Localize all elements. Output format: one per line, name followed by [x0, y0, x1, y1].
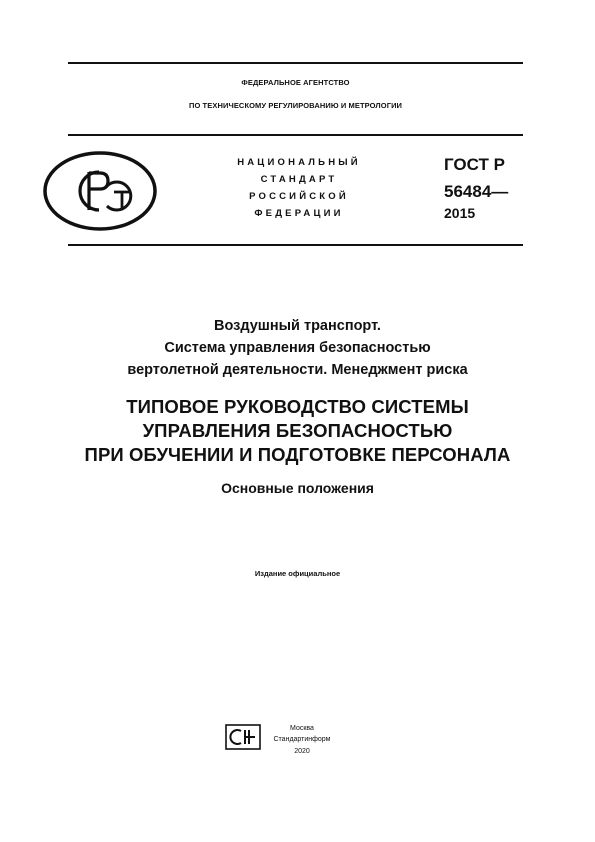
subject-line-1: Воздушный транспорт. — [214, 318, 381, 334]
standartinform-logo-icon — [225, 724, 261, 750]
publisher-city: Москва — [290, 725, 314, 732]
subject-line-3: вертолетной деятельности. Менеджмент риска — [127, 362, 468, 378]
main-title-line-2: УПРАВЛЕНИЯ БЕЗОПАСНОСТЬЮ — [142, 420, 453, 441]
main-title-line-1: ТИПОВОЕ РУКОВОДСТВО СИСТЕМЫ — [126, 396, 469, 417]
rst-emblem-icon — [42, 150, 158, 232]
header-rule — [68, 134, 523, 136]
document-subtitle: Основные положения — [221, 480, 374, 496]
gost-label: ГОСТ Р — [444, 155, 505, 174]
edition-label: Издание официальное — [254, 569, 341, 578]
national-standard-line-4: ФЕДЕРАЦИИ — [254, 208, 344, 219]
top-rule — [68, 62, 523, 64]
main-title-line-3: ПРИ ОБУЧЕНИИ И ПОДГОТОВКЕ ПЕРСОНАЛА — [84, 444, 511, 465]
national-standard-line-2: СТАНДАРТ — [260, 174, 338, 185]
agency-line-2: ПО ТЕХНИЧЕСКОМУ РЕГУЛИРОВАНИЮ И МЕТРОЛОГИИ — [188, 101, 403, 110]
national-standard-line-3: РОССИЙСКОЙ — [249, 191, 349, 202]
national-standard-line-1: НАЦИОНАЛЬНЫЙ — [237, 157, 361, 168]
subject-line-2: Система управления безопасностью — [164, 340, 431, 356]
publisher-year: 2020 — [294, 748, 310, 755]
publisher-name: Стандартинформ — [273, 736, 331, 743]
agency-line-1: ФЕДЕРАЛЬНОЕ АГЕНТСТВО — [241, 78, 350, 87]
gost-year: 2015 — [444, 205, 476, 221]
header-bottom-rule — [68, 244, 523, 246]
gost-number: 56484— — [444, 182, 509, 201]
